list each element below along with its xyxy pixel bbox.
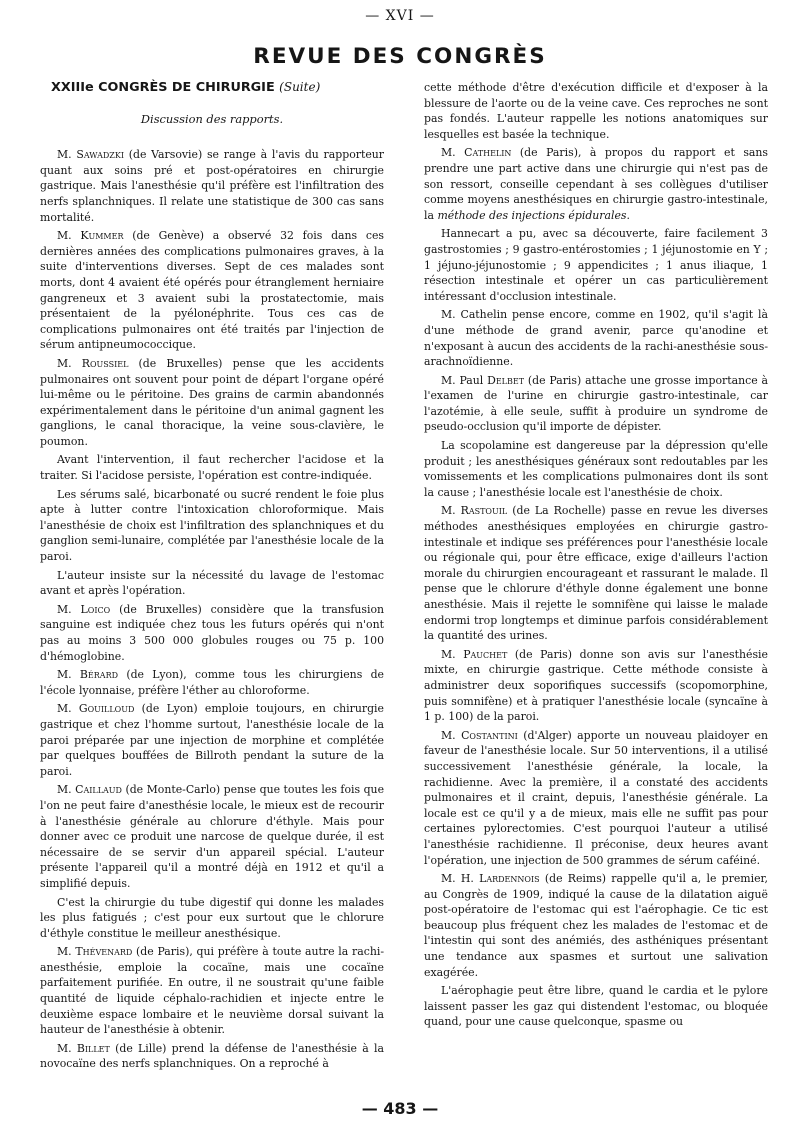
paragraph-kummer: M. Kummer (de Genève) a observé 32 fois dans ces dernières années des complications pulmonaires graves, à la suite d'interventions diverses. Sept de ces malades sont morts, dont 4 avaient été opérés pour étranglement herniaire gangreneux et 3 avaient subi la prostatectomie, mais présentaient de la pyélonéphrite. Tous ces cas de complications pulmonaires ont été traités par l'injection de sérum antipneumococcique. xyxy=(40,229,384,352)
paragraph-sawadzki: M. Sawadzki (de Varsovie) se range à l'avis du rapporteur quant aux soins pré et post-opératoires en chirurgie gastrique. Mais l'anesthésie qu'il préfère est l'infiltration des nerfs splanchniques. Il relate une statistique de 300 cas sans mortalité. xyxy=(40,148,385,224)
author-name: Delbet xyxy=(487,373,525,387)
paragraph-lavage: L'auteur insiste sur la nécessité du lavage de l'estomac avant et après l'opération. xyxy=(40,568,384,598)
author-name: Roussiel xyxy=(81,356,129,370)
author-name: Loico xyxy=(80,602,111,616)
page-roman-numeral: — XVI — xyxy=(365,8,435,24)
paragraph-roussiel: M. Roussiel (de Bruxelles) pense que les accidents pulmonaires ont souvent pour point de départ l'organe opéré lui-même ou le péritoine. Des grains de carmin abandonnés expérimentalement dans le péritoine d'un animal gagnent les ganglions, le canal thoracique, la veine sous-clavière, le poumon. xyxy=(40,356,384,448)
author-name: Gouilloud xyxy=(78,702,135,716)
section-title: REVUE DES CONGRÈS xyxy=(253,44,547,69)
paragraph-hannecart: Hannecart a pu, avec sa découverte, faire facilement 3 gastrostomies ; 9 gastro-entérostomies ; 1 jéjunostomie en Y ; 1 jéjuno-jéjunostomie ; 9 appendicites ; 1 anus iliaque, 1 résection intestinale et opérer un cas particulièrement intéressant d'occlusion intestinale. xyxy=(424,227,768,303)
continued-label: (Suite) xyxy=(279,80,321,94)
author-name: Caillaud xyxy=(75,783,122,797)
congress-heading xyxy=(51,80,384,96)
paragraph-thevenard: M. Thévenard (de Paris), qui préfère à toute autre la rachi-anesthésie, emploie la cocaïne, mais une cocaïne parfaitement purifiée. En outre, il ne soustrait qu'une faible quantité de liquide céphalo-rachidien et injecte entre le deuxième espace lombaire et le neuvième dorsal suivant la hauteur de l'anesthésie à obtenir. xyxy=(40,945,385,1037)
paragraph-delbet: M. Paul Delbet (de Paris) attache une grosse importance à l'examen de l'urine en chirurgie gastro-intestinale, car l'azotémie, à elle seule, suffit à produire un syndrome de pseudo-occlusion qu'il importe de dépister. xyxy=(424,373,768,434)
paragraph-cathelin-avenir: M. Cathelin pense encore, comme en 1902, qu'il s'agit là d'une méthode de grand avenir, parce qu'anodine et n'exposant à aucun des accidents de la rachi-anesthésie sous-arachnoïdienne. xyxy=(424,308,768,369)
page-number: — 483 — xyxy=(361,1099,439,1118)
paragraph-continuation: cette méthode d'être d'exécution difficile et d'exposer à la blessure de l'aorte ou de la veine cave. Ces reproches ne sont pas fondés. L'auteur rappelle les notions anatomiques sur lesquelles est basée la technique. xyxy=(424,81,768,141)
author-name: Pauchet xyxy=(463,647,508,661)
paragraph-serums: Les sérums salé, bicarbonaté ou sucré rendent le foie plus apte à lutter contre l'intoxication chloroformique. Mais l'anesthésie de choix est l'infiltration des splanchniques et du ganglion semi-lunaire, complétée par l'anesthésie locale de la paroi. xyxy=(40,487,384,564)
author-name: Rastouil xyxy=(460,504,508,518)
paragraph-loico: M. Loico (de Bruxelles) considère que la transfusion sanguine est indiquée chez tous les futurs opérés qui n'ont pas au moins 3 500 000 globules rouges ou 75 p. 100 d'hémoglobine. xyxy=(40,602,385,663)
paragraph-tube-digestif: C'est la chirurgie du tube digestif qui donne les malades les plus fatigués ; c'est pour eux surtout que le chlorure d'éthyle constitue le meilleur anesthésique. xyxy=(40,895,384,940)
author-name: Billet xyxy=(76,1041,110,1055)
paragraph-costantini: M. Costantini (d'Alger) apporte un nouveau plaidoyer en faveur de l'anesthésie locale. Sur 50 interventions, il a utilisé successivement l'anesthésie générale, la locale, la rachidienne. Avec la première, il a constaté des accidents pulmonaires et il craint, depuis, l'anesthésie générale. La locale est ce qu'il y a de mieux, mais elle ne suffit pas pour certaines pylorectomies. C'est pourquoi l'auteur a utilisé l'anesthésie rachidienne. Il préconise, deux heures avant l'opération, une injection de 500 grammes de sérum caféiné. xyxy=(424,728,769,867)
paragraph-cathelin: M. Cathelin (de Paris), à propos du rapport et sans prendre une part active dans une chirurgie qui n'est pas de son ressort, conseille cependant à ses collègues d'utiliser comme moyens anesthésiques en chirurgie gastro-intestinale, la méthode des injections épidurales. xyxy=(424,146,769,222)
right-column xyxy=(424,80,768,1033)
paragraph-pauchet: M. Pauchet (de Paris) donne son avis sur l'anesthésie mixte, en chirurgie gastrique. Cette méthode consiste à administrer deux soporifiques successifs (scopomorphine, puis somnifène) et à pratiquer l'anesthésie locale (syncaïne à 1 p. 100) de la paroi. xyxy=(424,647,768,724)
paragraph-berard: M. Bérard (de Lyon), comme tous les chirurgiens de l'école lyonnaise, préfère l'éther au chloroforme. xyxy=(40,668,385,697)
paragraph-aerophagie: L'aérophagie peut être libre, quand le cardia et le pylore laissent passer les gaz qui distendent l'estomac, ou bloquée quand, pour une cause quelconque, spasme ou xyxy=(424,984,768,1029)
paragraph-caillaud: M. Caillaud (de Monte-Carlo) pense que toutes les fois que l'on ne peut faire d'anesthésie locale, le mieux est de recourir à l'anesthésie générale au chlorure d'éthyle. Mais pour donner avec ce produit une narcose de quelque durée, il est nécessaire de se servir d'un appareil spécial. L'auteur présente l'appareil qu'il a montré déjà en 1912 et qu'il a simplifié depuis. xyxy=(40,783,385,890)
author-name: Kummer xyxy=(80,229,124,243)
paragraph-rastouil: M. Rastouil (de La Rochelle) passe en revue les diverses méthodes anesthésiques employées en chirurgie gastro-intestinale et indique ses préférences pour l'anesthésie locale ou régionale qui, pour être efficace, exige d'ailleurs l'action morale du chirurgien encourageant et rassurant le malade. Il pense que le chlorure d'éthyle donne également une bonne anesthésie. Mais il rejette le somnifène qui laisse le malade endormi trop longtemps et diminue parfois considérablement la quantité des urines. xyxy=(424,504,768,643)
author-name: Bérard xyxy=(79,668,119,682)
paragraph-lardennois: M. H. Lardennois (de Reims) rappelle qu'il a, le premier, au Congrès de 1909, indiqué la cause de la dilatation aiguë post-opératoire de l'estomac qui est l'aérophagie. Ce tic est beaucoup plus fréquent chez les malades de l'estomac et de l'intestin qui sont des anémiés, des asthéniques présentant une tendance aux spasmes et surtout une salivation exagérée. xyxy=(424,872,769,979)
congress-title: XXIIIe CONGRÈS DE CHIRURGIE xyxy=(51,80,275,95)
author-name: Lardennois xyxy=(479,872,540,886)
author-name: Costantini xyxy=(461,728,518,742)
author-name: Thévenard xyxy=(75,945,133,959)
left-column xyxy=(40,80,384,1075)
discussion-heading: Discussion des rapports. xyxy=(140,111,284,126)
author-name: Sawadzki xyxy=(76,148,124,162)
paragraph-billet: M. Billet (de Lille) prend la défense de l'anesthésie à la novocaïne des nerfs splanchniques. On a reproché à xyxy=(40,1041,384,1071)
paragraph-gouilloud: M. Gouilloud (de Lyon) emploie toujours, en chirurgie gastrique et chez l'homme surtout, l'anesthésie locale de la paroi préparée par une injection de morphine et complétée par quelques bouffées de Billroth pendant la suture de la paroi. xyxy=(40,702,384,778)
author-name: Cathelin xyxy=(464,146,512,160)
paragraph-scopolamine: La scopolamine est dangereuse par la dépression qu'elle produit ; les anesthésiques généraux sont redoutables par les vomissements et les complications pulmonaires dont ils sont la cause ; l'anesthésie locale est l'anesthésie de choix. xyxy=(424,439,768,499)
paragraph-acidose: Avant l'intervention, il faut rechercher l'acidose et la traiter. Si l'acidose persiste, l'opération est contre-indiquée. xyxy=(40,453,384,483)
emphasis-text: méthode des injections épidurales xyxy=(437,208,627,222)
